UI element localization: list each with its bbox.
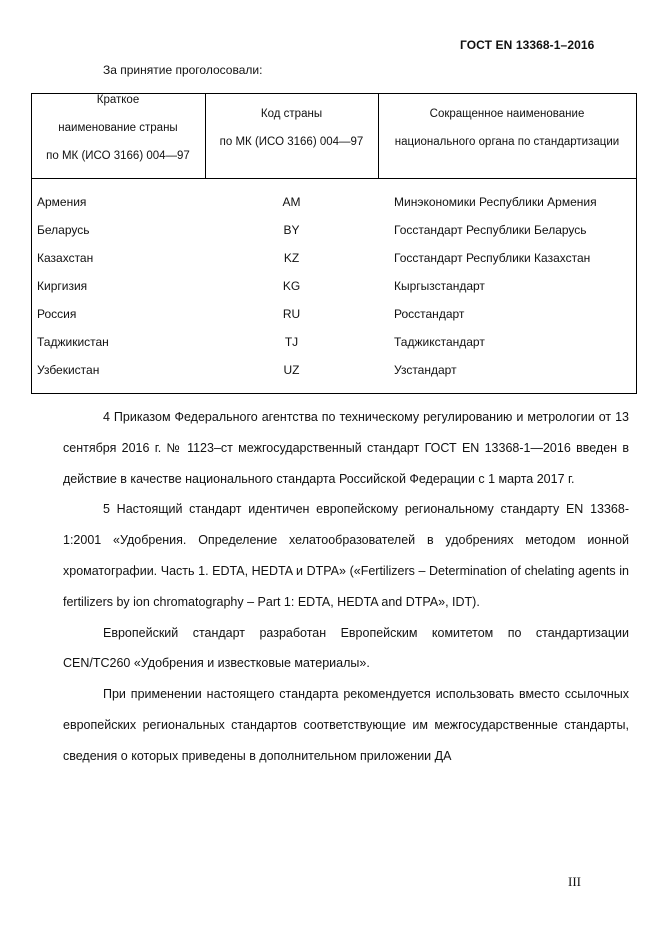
- paragraph-usage-note: При применении настоящего стандарта рекомендуется использовать вместо ссылочных европейских региональных стандартов соответствующие им межгосударственные стандарты, сведения о которых приведены в дополнительном приложении ДА: [63, 687, 629, 763]
- header-country-name: [31, 93, 205, 178]
- paragraph-developer: Европейский стандарт разработан Европейским комитетом по стандартизации CEN/TC260 «Удобрения и известковые материалы».: [63, 625, 629, 671]
- header-text: Краткое: [96, 94, 140, 106]
- header-text: по МК (ИСО 3166) 004—97: [46, 150, 190, 162]
- standards-body: Кыргызстандарт: [394, 279, 485, 293]
- table-body: [31, 195, 637, 391]
- header-text: национального органа по стандартизации: [394, 136, 620, 148]
- country-code: TJ: [284, 335, 299, 349]
- table-row: [31, 335, 637, 363]
- standards-body: Таджикстандарт: [394, 335, 485, 349]
- voting-table: [31, 93, 637, 393]
- page-number: III: [568, 874, 581, 889]
- standards-body: Госстандарт Республики Казахстан: [394, 251, 591, 265]
- table-row: [31, 223, 637, 251]
- country-name: Узбекистан: [37, 363, 100, 377]
- standards-body: Минэкономики Республики Армения: [394, 195, 597, 209]
- header-text: Код страны: [260, 108, 323, 120]
- document-code: ГОСТ EN 13368-1–2016: [460, 38, 595, 52]
- paragraph-identity: 5 Настоящий стандарт идентичен европейскому региональному стандарту EN 13368-1:2001 «Удобрения. Определение хелатообразователей в удобрениях методом ионной хроматографии. Часть 1. EDTA, HEDTA и DTPA» («Fertilizers – Determination of chelating agents in fertilizers by ion chromatography – Part 1: EDTA, HEDTA and DTPA», IDT).: [63, 502, 629, 609]
- body-text: [63, 402, 629, 772]
- header-text: наименование страны: [58, 122, 178, 134]
- table-row: [31, 195, 637, 223]
- table-row: [31, 251, 637, 279]
- country-code: UZ: [283, 363, 300, 377]
- country-name: Беларусь: [37, 223, 90, 237]
- country-code: RU: [282, 307, 301, 321]
- table-row: [31, 307, 637, 335]
- table-bottom-border: [31, 393, 637, 394]
- paragraph-order: 4 Приказом Федерального агентства по техническому регулированию и метрологии от 13 сентября 2016 г. № 1123–ст межгосударственный стандарт ГОСТ EN 13368-1—2016 введен в действие в качестве национального стандарта Российской Федерации с 1 марта 2017 г.: [63, 410, 629, 486]
- standards-body: Росстандарт: [394, 307, 465, 321]
- country-code: BY: [283, 223, 300, 237]
- header-text: по МК (ИСО 3166) 004—97: [219, 136, 364, 148]
- country-code: KZ: [283, 251, 300, 265]
- header-standards-body: [378, 93, 636, 178]
- table-row: [31, 363, 637, 391]
- country-code: AM: [282, 195, 301, 209]
- country-name: Казахстан: [37, 251, 94, 265]
- country-name: Россия: [37, 307, 77, 321]
- vote-intro: За принятие проголосовали:: [103, 63, 263, 77]
- country-name: Армения: [37, 195, 87, 209]
- table-row: [31, 279, 637, 307]
- standards-body: Госстандарт Республики Беларусь: [394, 223, 587, 237]
- standards-body: Узстандарт: [394, 363, 457, 377]
- country-name: Таджикистан: [37, 335, 109, 349]
- header-country-code: [205, 93, 378, 178]
- table-header-border: [31, 178, 637, 179]
- country-code: KG: [282, 279, 301, 293]
- country-name: Киргизия: [37, 279, 88, 293]
- header-text: Сокращенное наименование: [429, 108, 585, 120]
